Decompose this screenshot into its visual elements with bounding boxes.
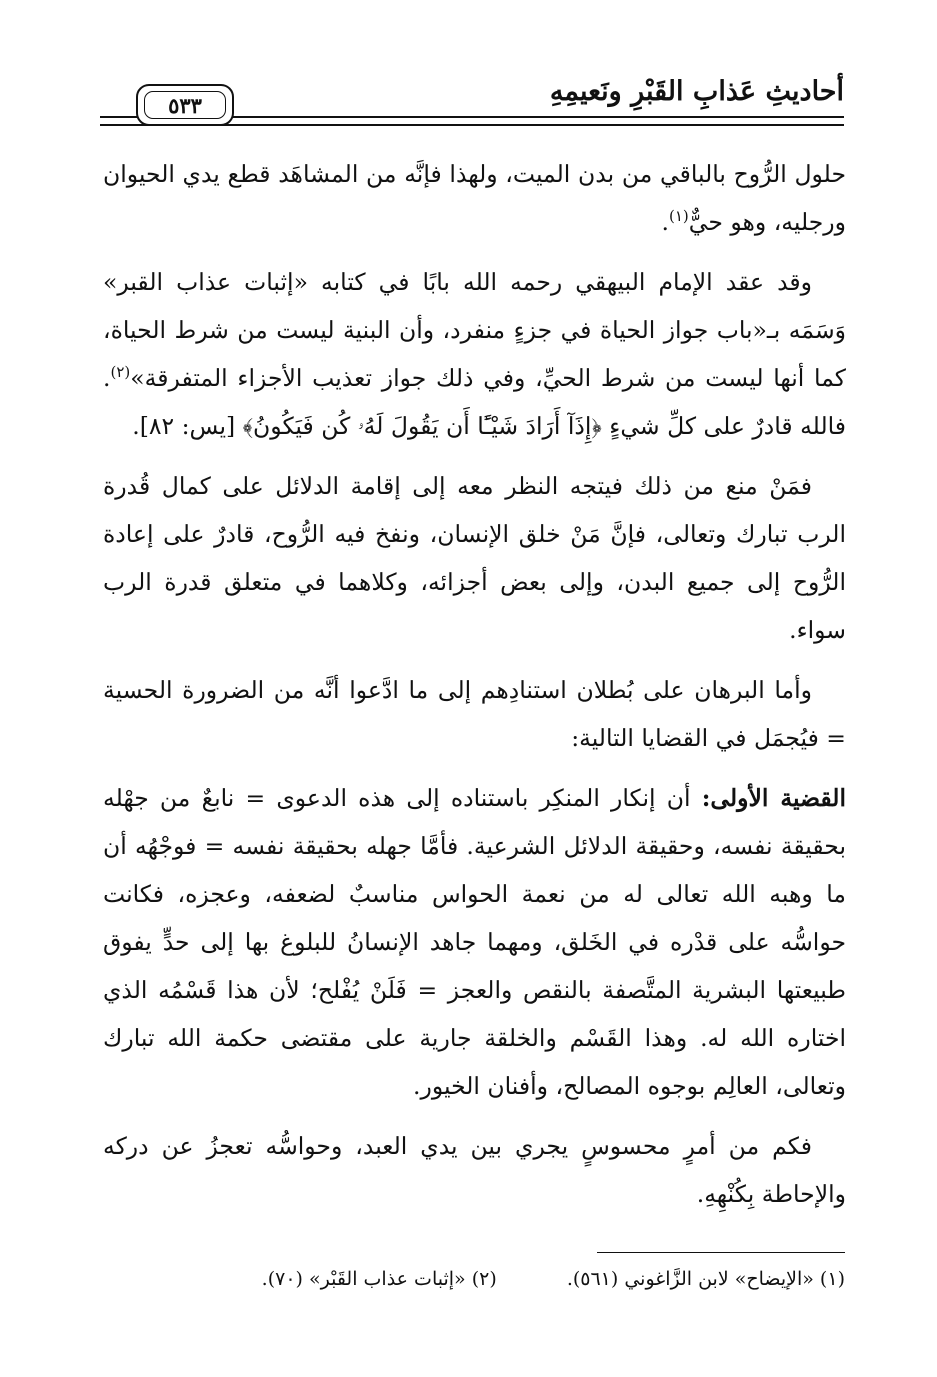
- page-body: [103, 150, 846, 1218]
- paragraph-gap: [103, 246, 846, 258]
- paragraph-4-text: وأما البرهان على بُطلان استنادِهم إلى ما ادَّعوا أنَّه من الضرورة الحسية = فيُجمَل في القضايا التالية:: [103, 676, 846, 752]
- footnote-ref-1: (١): [669, 207, 689, 226]
- paragraph-5: [103, 774, 846, 1110]
- paragraph-2: [103, 258, 846, 450]
- paragraph-2-text: وقد عقد الإمام البيهقي رحمه الله بابًا في كتابه «إثبات عذاب القبر» وَسَمَه بـ«باب جواز الحياة في جزءٍ منفرد، وأن البنية ليست من شرط الحياة، كما أنها ليست من شرط الحيِّ، وفي ذلك جواز تعذيب الأجزاء المتفرقة»: [103, 268, 846, 392]
- paragraph-6: [103, 1122, 846, 1218]
- paragraph-5-text: أن إنكار المنكِر باستناده إلى هذه الدعوى = نابعٌ من جهْله بحقيقة نفسه، وحقيقة الدلائل الشرعية. فأمَّا جهله بحقيقة نفسه = فوجْهُه أن ما وهبه الله تعالى له من نعمة الحواس مناسبٌ لضعفه، وعجزه، فكانت حواسُّه على قدْره في الخَلق، ومهما جاهد الإنسانُ للبلوغ بها إلى حدٍّ يفوق طبيعتها البشرية المتَّصفة بالنقص والعجز = فَلَنْ يُفْلح؛ لأن هذا قَسْمُه الذي اختاره الله له. وهذا القَسْم والخلقة جارية على مقتضى حكمة الله تبارك وتعالى، العالِم بوجوه المصالح، وأفنان الخيور.: [103, 784, 846, 1100]
- running-title: أحاديثِ عَذابِ القَبْرِ ونَعيمِهِ: [549, 76, 844, 107]
- footnote-2: (٢) «إثبات عذاب القَبْر» (٧٠).: [261, 1268, 497, 1290]
- footnotes: [100, 1263, 845, 1295]
- footnote-ref-2: (٢): [110, 363, 131, 382]
- paragraph-gap: [103, 654, 846, 666]
- page-number-badge: [136, 84, 234, 126]
- paragraph-1: [103, 150, 846, 246]
- paragraph-3: [103, 462, 846, 654]
- paragraph-6-text: فكم من أمرٍ محسوسٍ يجري بين يدي العبد، وحواسُّه تعجزُ عن دركه والإحاطة بِكُنْهِهِ.: [103, 1132, 846, 1208]
- paragraph-gap: [103, 450, 846, 462]
- paragraph-3-text: فمَنْ منع من ذلك فيتجه النظر معه إلى إقامة الدلائل على كمال قُدرة الرب تبارك وتعالى، فإنَّ مَنْ خلق الإنسان، ونفخ فيه الرُّوح، قادرٌ على إعادة الرُّوح إلى جميع البدن، وإلى بعض أجزائه، وكلاهما في متعلق قدرة الرب سواء.: [103, 472, 846, 644]
- paragraph-gap: [103, 762, 846, 774]
- paragraph-gap: [103, 1110, 846, 1122]
- paragraph-2-tail: . فالله قادرٌ على كلِّ شيءٍ ﴿إِذَآ أَرَادَ شَيْـًٔا أَن يَقُولَ لَهُۥ كُن فَيَكُونُ﴾ [يس: ٨٢].: [103, 364, 846, 440]
- footnote-1: (١) «الإيضاح» لابن الزَّاغوني (٥٦١).: [566, 1268, 845, 1290]
- issue-heading: القضية الأولى:: [701, 784, 846, 812]
- footnote-separator: [597, 1252, 845, 1253]
- paragraph-1-tail: .: [661, 208, 669, 236]
- paragraph-1-text: حلول الرُّوح بالباقي من بدن الميت، ولهذا فإنَّه من المشاهَد قطع يدي الحيوان ورجليه، وهو حيٌّ: [103, 160, 846, 236]
- page-header: [100, 72, 844, 130]
- paragraph-4: [103, 666, 846, 762]
- page-number: ٥٣٣: [144, 91, 226, 119]
